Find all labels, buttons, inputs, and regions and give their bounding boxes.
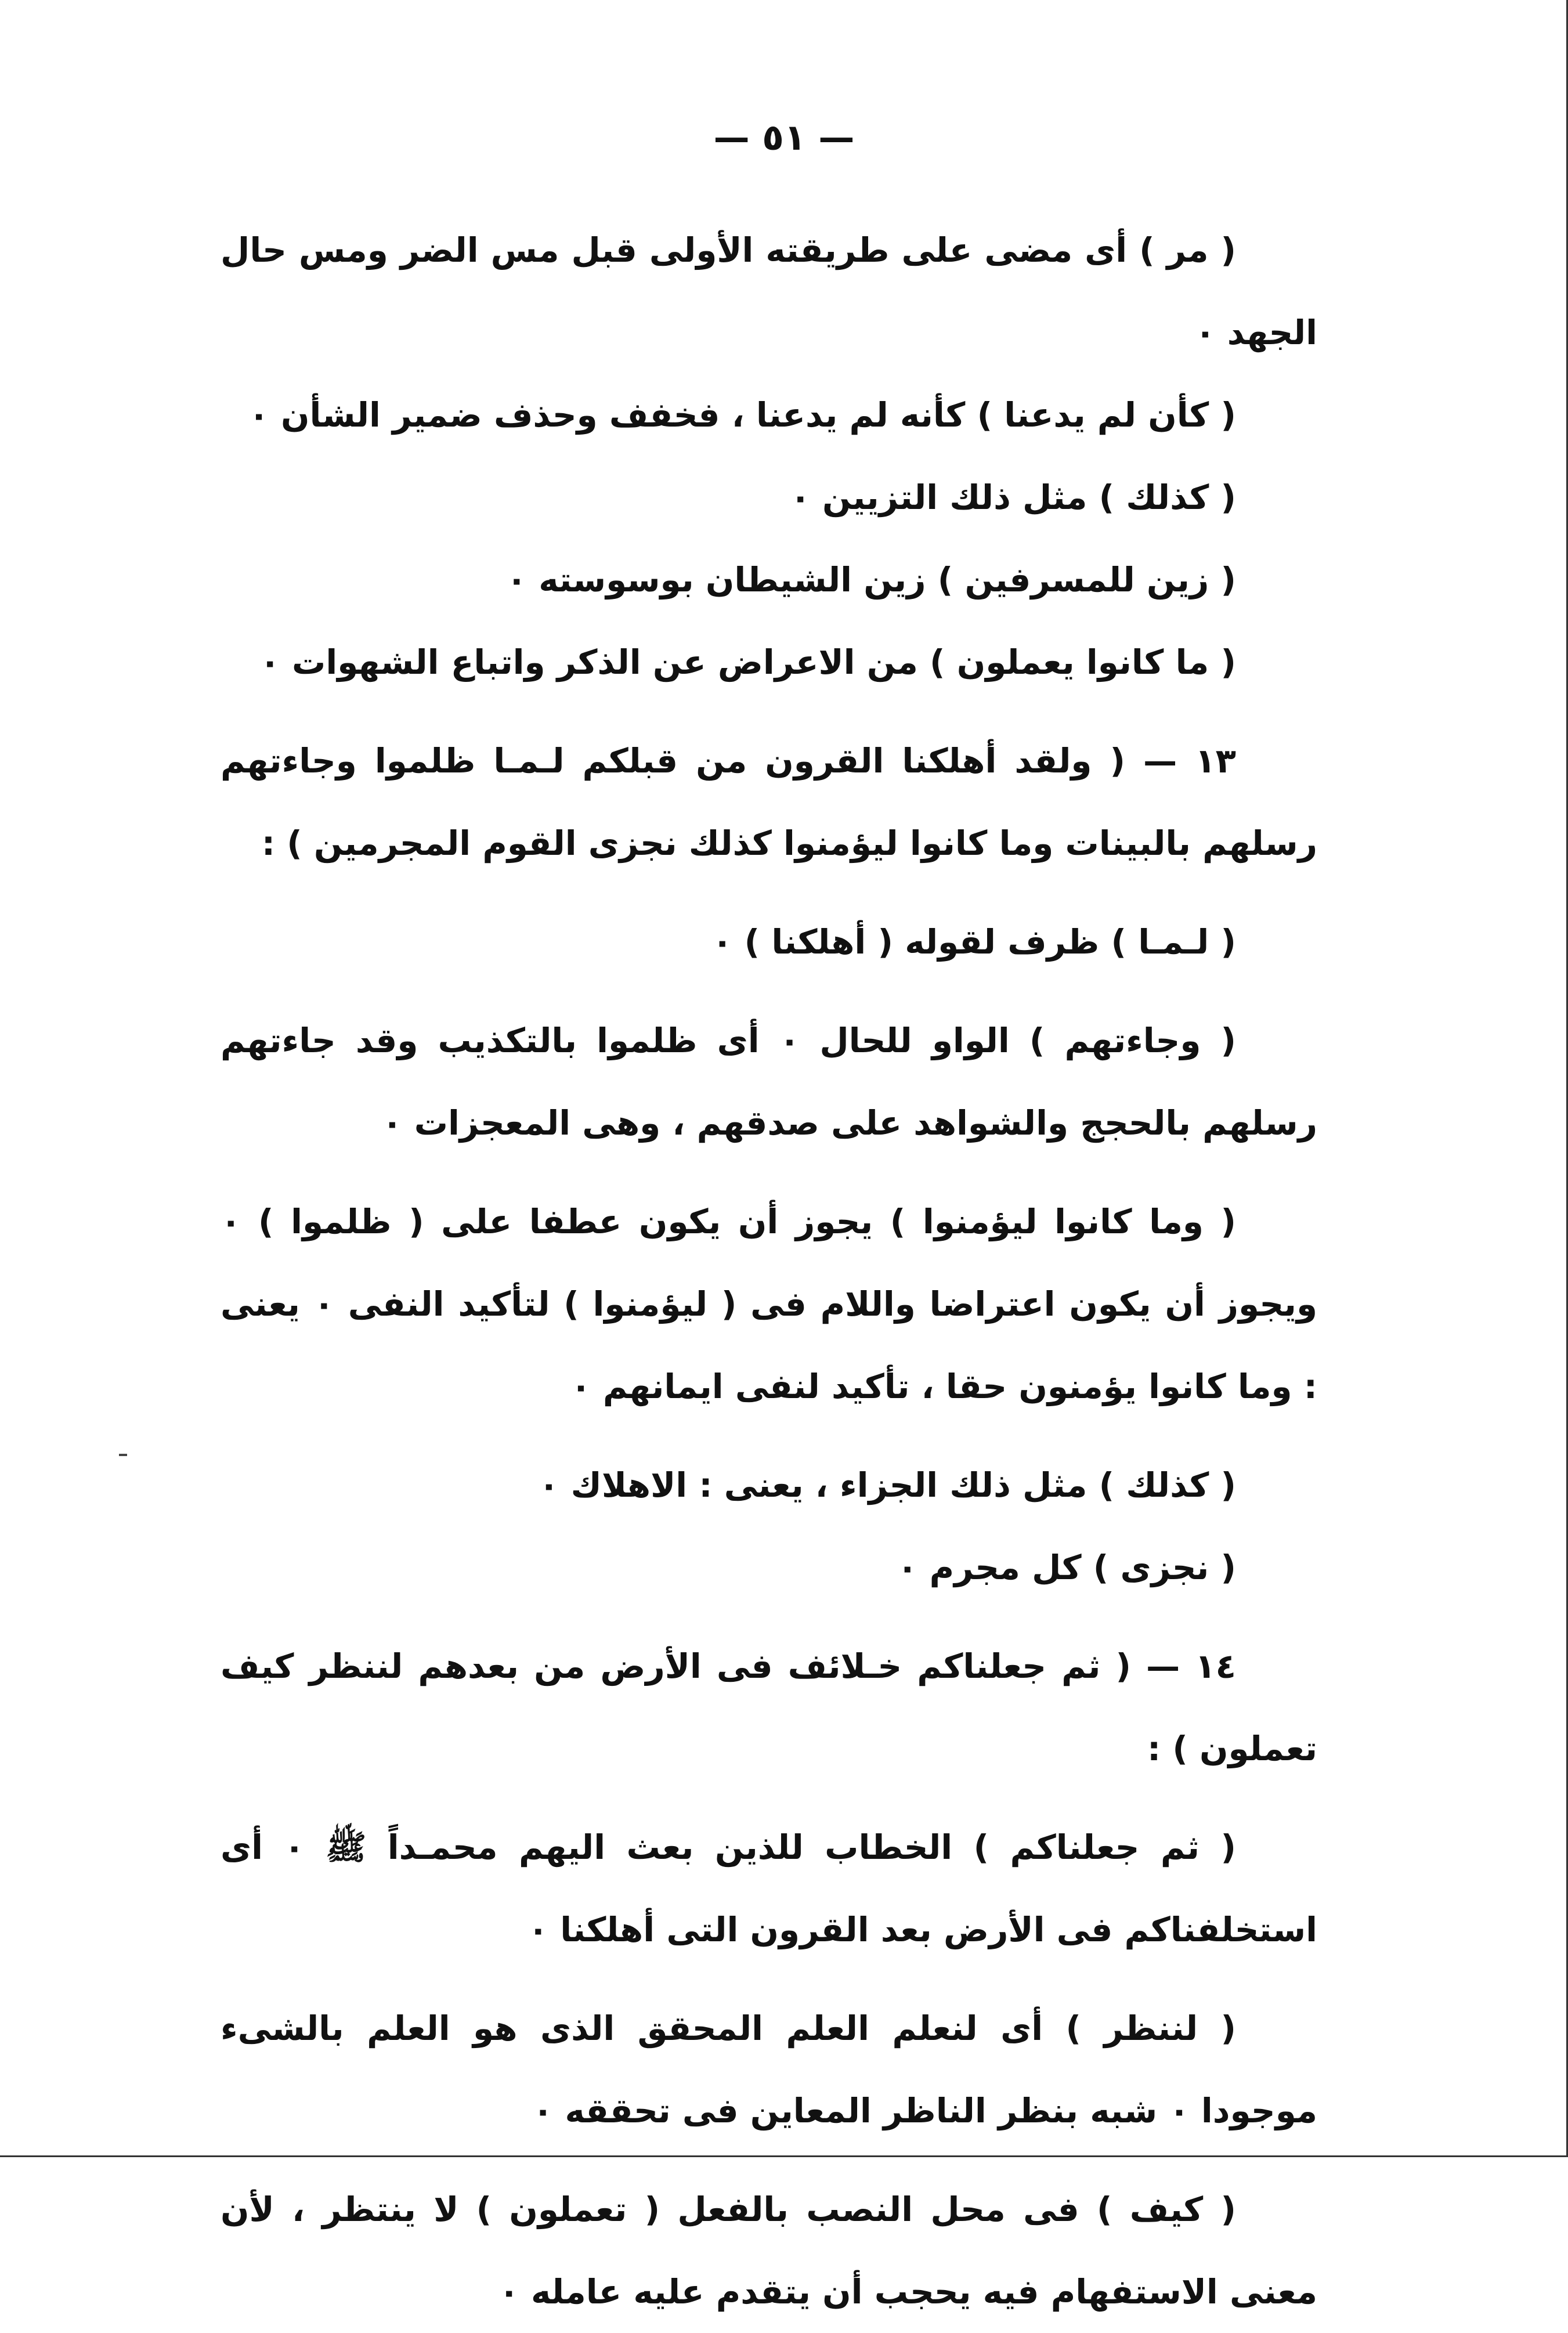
paragraph-2: ( كأن لم يدعنا ) كأنه لم يدعنا ، فخفف وحذف ضمير الشأن ٠ [248,395,1236,435]
paragraph-5: ( ما كانوا يعملون ) من الاعراض عن الذكر واتباع الشهوات ٠ [259,642,1236,682]
paragraph-4: ( زين للمسرفين ) زين الشيطان بوسوسته ٠ [506,560,1236,599]
paragraph-9: ( وما كانوا ليؤمنوا ) يجوز أن يكون عطفا على ( ظلموا ) ٠ ويجوز أن يكون اعتراضا واللام فى ( ليؤمنوا ) لتأكيد النفى ٠ يعنى : وما كانوا يؤمنون حقا ، تأكيد لنفى ايمانهم ٠ [221,1202,1317,1406]
paragraph-15: ( كيف ) فى محل النصب بالفعل ( تعملون ) لا ينتظر ، لأن معنى الاستفهام فيه يحجب أن يتقدم عليه عامله ٠ [221,2190,1317,2312]
paragraph-11: ( نجزى ) كل مجرم ٠ [897,1548,1236,1587]
verse-14: ١٤ — ( ثم جعلناكم خـلائف فى الأرض من بعدهم لننظر كيف تعملون ) : [221,1646,1317,1768]
paragraph-7: ( لـمـا ) ظرف لقوله ( أهلكنا ) ٠ [712,922,1236,962]
paragraph-3: ( كذلك ) مثل ذلك التزيين ٠ [790,478,1236,517]
body-text [221,209,1317,2333]
verse-13: ١٣ — ( ولقد أهلكنا القرون من قبلكم لـمـا ظلموا وجاءتهم رسلهم بالبينات وما كانوا ليؤمنوا كذلك نجزى القوم المجرمين ) : [221,741,1317,863]
paragraph-13: ( ثم جعلناكم ) الخطاب للذين بعث اليهم محمـداً ﷺ ٠ أى استخلفناكم فى الأرض بعد القرون التى أهلكنا ٠ [221,1828,1317,1949]
paragraph-14: ( لننظر ) أى لنعلم العلم المحقق الذى هو العلم بالشىء موجودا ٠ شبه بنظر الناظر المعاين فى تحققه ٠ [221,2009,1317,2130]
paragraph-8: ( وجاءتهم ) الواو للحال ٠ أى ظلموا بالتكذيب وقد جاءتهم رسلهم بالحجج والشواهد على صدقهم ، وهى المعجزات ٠ [221,1021,1317,1143]
paragraph-1: ( مر ) أى مضى على طريقته الأولى قبل مس الضر ومس حال الجهد ٠ [221,230,1317,352]
page-number: — ٥١ — [713,116,855,158]
paragraph-10: ( كذلك ) مثل ذلك الجزاء ، يعنى : الاهلاك ٠ [539,1465,1236,1505]
scan-speck [119,1454,127,1456]
